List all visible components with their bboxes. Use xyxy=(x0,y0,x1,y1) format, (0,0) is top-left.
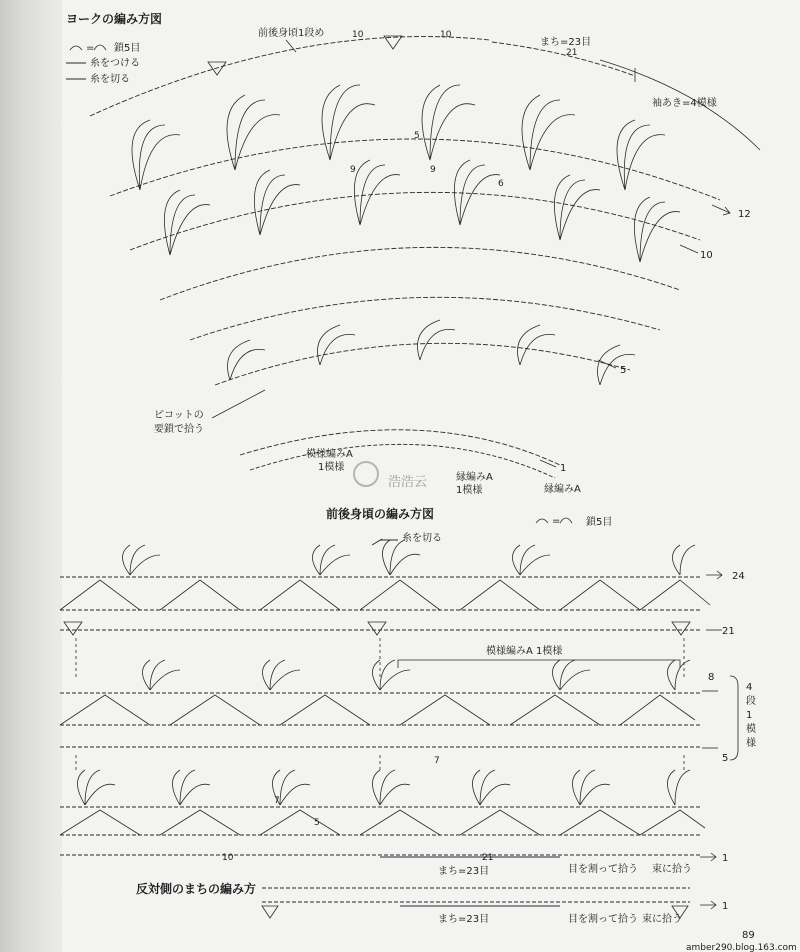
gusset-pickup-label: 目を割って拾う xyxy=(568,914,638,925)
gusset-row-1: 1 xyxy=(722,901,729,912)
body-count-7a: 7 xyxy=(434,756,440,766)
yoke-count-10a: 10 xyxy=(352,30,364,40)
yoke-count-6: 6 xyxy=(498,179,504,189)
yoke-count-21: 21 xyxy=(566,48,578,58)
yoke-row-1: 1 xyxy=(560,463,567,474)
yoke-border-a-repeat: 1模様 xyxy=(456,485,483,496)
yoke-chart xyxy=(66,11,760,496)
body-row-8: 8 xyxy=(708,672,715,683)
picot-label-line1: ピコットの xyxy=(154,410,204,421)
yoke-row-12: 12 xyxy=(738,209,751,220)
svg-text:=: = xyxy=(86,43,95,54)
chain-arc-symbol xyxy=(70,46,82,50)
gusset-chart-title: 反対側のまちの編み方 xyxy=(136,882,257,896)
start-row-label: 前後身頃1段め xyxy=(258,28,325,39)
legend-join: 糸をつける xyxy=(90,58,140,69)
body-count-21: 21 xyxy=(482,853,494,863)
chain-arc-symbol xyxy=(94,45,106,50)
pattern-bracket xyxy=(398,660,680,668)
legend-cut: 糸を切る xyxy=(90,74,130,85)
picot-label-line2: 要鎖で拾う xyxy=(154,424,204,435)
source-url: amber290.blog.163.com xyxy=(686,943,797,952)
gusset-bundle-label: 束に拾う xyxy=(642,914,682,925)
watermark-logo xyxy=(354,462,378,486)
gusset-label: まち=23目 xyxy=(438,914,490,925)
opposite-gusset-chart xyxy=(136,881,728,925)
body-legend-chain: 鎖5目 xyxy=(586,517,613,528)
yoke-pattern-a-label: 模様編みA xyxy=(306,449,353,460)
yoke-fans-tier2 xyxy=(164,160,680,262)
yoke-count-9a: 9 xyxy=(350,165,356,175)
yoke-fans-tier1 xyxy=(132,85,665,190)
yoke-border-a-label: 縁編みA xyxy=(456,472,493,483)
svg-text:=: = xyxy=(552,516,561,527)
svg-text:様: 様 xyxy=(746,738,756,749)
svg-text:模: 模 xyxy=(746,724,756,735)
yoke-legend xyxy=(66,41,140,85)
yoke-count-9b: 9 xyxy=(430,165,436,175)
body-row-24: 24 xyxy=(732,571,745,582)
body-pickup-label: 目を割って拾う xyxy=(568,864,638,875)
yoke-border-label: 縁編みA xyxy=(544,484,581,495)
body-pattern-a-label: 模様編みA 1模様 xyxy=(486,646,563,657)
body-count-7b: 7 xyxy=(274,796,280,806)
yoke-row-10: 10 xyxy=(700,250,713,261)
yoke-row-5: 5 xyxy=(620,365,627,376)
body-gusset-label: まち=23目 xyxy=(438,866,490,877)
body-chart-title: 前後身頃の編み方図 xyxy=(326,507,435,521)
body-count-5: 5 xyxy=(314,818,320,828)
body-band-1 xyxy=(60,539,710,635)
svg-text:段: 段 xyxy=(746,696,756,707)
body-band-3 xyxy=(60,770,705,857)
body-row-21: 21 xyxy=(722,626,735,637)
legend-chain: 鎖5目 xyxy=(114,43,141,54)
yoke-top-chain xyxy=(90,37,490,116)
body-cut-label: 糸を切る xyxy=(402,533,442,544)
sleeve-opening-label: 袖あき=4模様 xyxy=(652,98,717,109)
yoke-pattern-a-repeat: 1模様 xyxy=(318,462,345,473)
body-band-2 xyxy=(60,660,700,747)
yoke-fans-tier3 xyxy=(228,320,636,385)
yoke-gusset-label: まち=23目 xyxy=(540,37,592,48)
svg-text:1: 1 xyxy=(746,710,753,721)
body-chart xyxy=(60,506,756,877)
body-row-1: 1 xyxy=(722,853,729,864)
yoke-count-5: 5 xyxy=(414,131,420,141)
body-bundle-label: 束に拾う xyxy=(652,864,692,875)
triangle-marker xyxy=(208,62,226,75)
body-row-5: 5 xyxy=(722,753,729,764)
repeat-label xyxy=(746,682,756,749)
body-count-10: 10 xyxy=(222,853,234,863)
page-number: 89 xyxy=(742,930,755,941)
yoke-count-10b: 10 xyxy=(440,30,452,40)
svg-text:4: 4 xyxy=(746,682,753,693)
yoke-chart-title: ヨークの編み方図 xyxy=(66,12,163,26)
repeat-brace xyxy=(730,676,738,760)
watermark-text: 浩浩云 xyxy=(388,475,428,490)
